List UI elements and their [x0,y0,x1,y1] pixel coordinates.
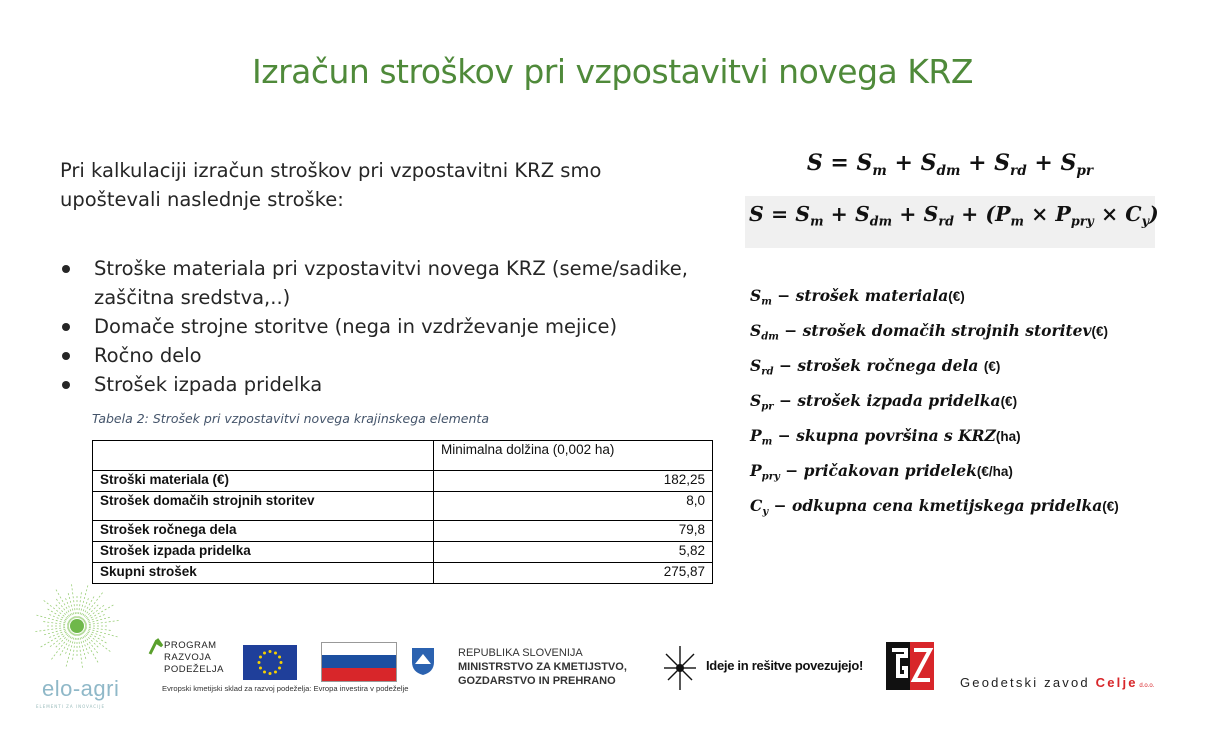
legend-item: $S_{dm}$ − strošek domačih strojnih storitev(€) [750,321,1109,343]
table-cell-label: Stroški materiala (€) [93,471,434,492]
legend-item: $P_m$ − skupna površina s KRZ(ha) [750,426,1021,448]
geodetski-zavod-logo [884,640,1184,698]
legend-item: $C_y$ − odkupna cena kmetijskega pridelka(€) [750,496,1119,518]
gz-mark-icon [884,640,936,692]
dandelion-seed-icon [660,642,704,692]
table-cell-label: Skupni strošek [93,563,434,584]
slovenia-flag-icon [321,642,397,682]
prp-label: PROGRAM RAZVOJA PODEŽELJA [164,640,224,675]
cost-list [60,254,700,399]
formula-legend [750,286,1220,531]
ministry-label: REPUBLIKA SLOVENIJA MINISTRSTVO ZA KMETIJSTVO, GOZDARSTVO IN PREHRANO [458,647,627,687]
gz-wordmark: Geodetski zavod Celje d.o.o. [960,675,1155,690]
table-cell-value: 5,82 [434,542,713,563]
list-item: Strošek izpada pridelka [60,370,700,399]
legend-item: $S_{rd}$ − strošek ročnega dela (€) [750,356,1001,378]
table-cell-value: 8,0 [434,492,713,521]
table-header-cell [93,441,434,471]
table-row [93,471,713,492]
intro-paragraph: Pri kalkulaciji izračun stroškov pri vzpostavitni KRZ smo upoštevali naslednje stroške: [60,159,602,211]
elo-agri-tagline: ELEMENTI ZA INOVACIJE [36,704,105,709]
table-cell-value: 275,87 [434,563,713,584]
list-item: Domače strojne storitve (nega in vzdrževanje mejice) [60,312,700,341]
formula-box [745,196,1159,248]
table-cell-label: Strošek izpada pridelka [93,542,434,563]
eafrd-footer: Evropski kmetijski sklad za razvoj podeželja: Evropa investira v podeželje [162,684,409,693]
legend-item: $S_m$ − strošek materiala(€) [750,286,965,308]
elo-agri-logo [22,576,132,711]
table-caption: Tabela 2: Strošek pri vzpostavitvi novega krajinskega elementa [92,411,489,426]
list-item: Stroške materiala pri vzpostavitvi novega KRZ (seme/sadike, zaščitna sredstva,..) [60,254,700,312]
cost-table [92,440,713,584]
slide-title: Izračun stroškov pri vzpostavitvi novega KRZ [252,52,973,91]
table-row [93,492,713,521]
elo-agri-wordmark: elo-agri [42,676,120,701]
formula-total-cost-expanded: $S = S_m + S_{dm} + S_{rd} + (P_m \times P_{pry} \times C_y)$ [749,202,1159,229]
table-row [93,542,713,563]
table-cell-value: 79,8 [434,521,713,542]
table-cell-value: 182,25 [434,471,713,492]
ideje-logo [660,642,875,692]
eu-flag-icon [243,645,297,680]
table-cell-label: Strošek domačih strojnih storitev [93,492,434,521]
dandelion-icon [22,576,132,676]
legend-item: $S_{pr}$ − strošek izpada pridelka(€) [750,391,1018,413]
table-header-row [93,441,713,471]
formula-total-cost: $S = S_m + S_{dm} + S_{rd} + S_{pr}$ [806,150,1094,179]
ideje-slogan: Ideje in rešitve povezujejo! [706,658,864,673]
table-cell-label: Strošek ročnega dela [93,521,434,542]
table-row [93,521,713,542]
rural-development-logo [148,636,409,696]
coat-of-arms-icon [410,646,436,676]
table-header-cell: Minimalna dolžina (0,002 ha) [434,441,713,471]
list-item: Ročno delo [60,341,700,370]
footer-logos [0,570,1225,731]
legend-item: $P_{pry}$ − pričakovan pridelek(€/ha) [750,461,1013,483]
ministry-logo [408,640,638,695]
